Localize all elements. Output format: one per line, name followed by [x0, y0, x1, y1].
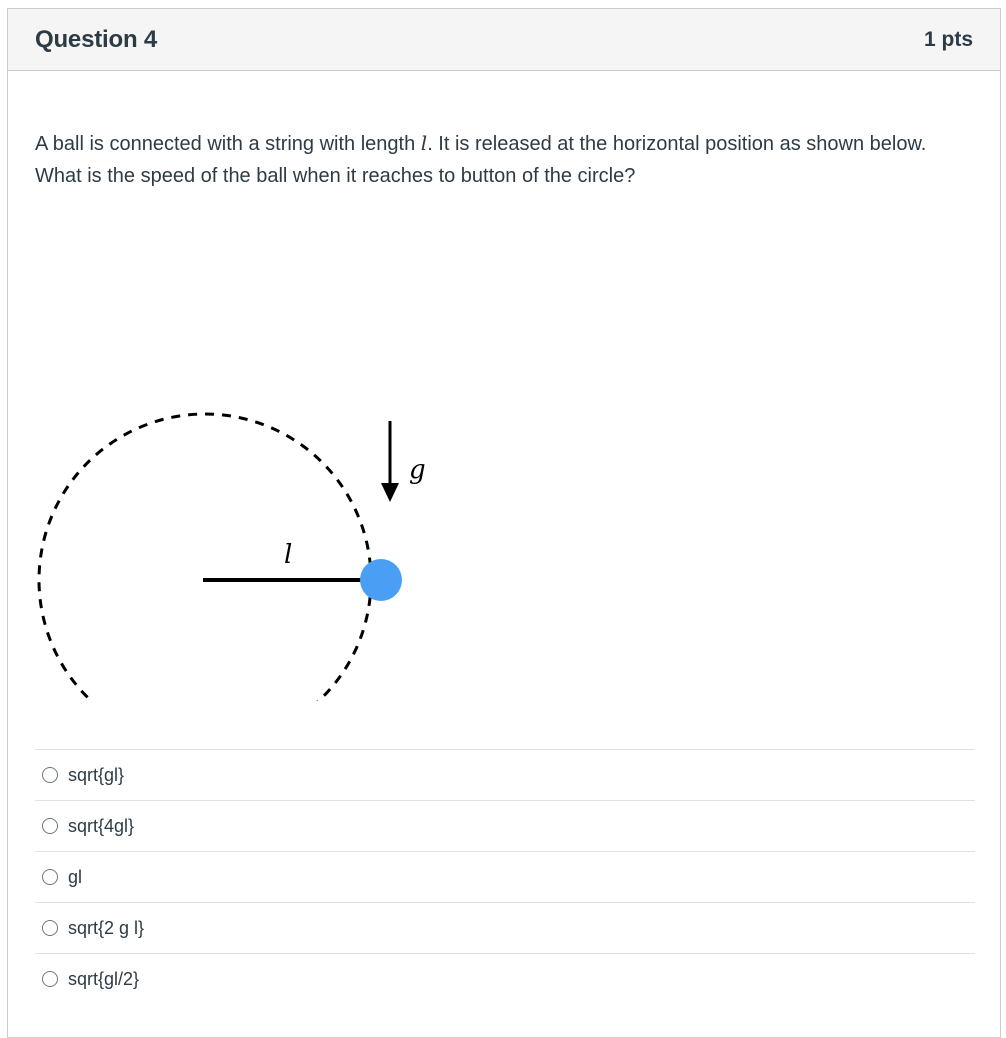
question-card: [7, 8, 1001, 1038]
gravity-arrow-head: [381, 483, 399, 502]
length-label: l: [284, 540, 293, 570]
pendulum-figure: [35, 341, 455, 706]
radio-button-1[interactable]: [42, 767, 58, 783]
answer-list: [35, 749, 975, 1004]
question-text-part1: A ball is connected with a string with length: [35, 133, 421, 155]
answer-option-5[interactable]: [35, 953, 975, 1004]
answer-label-1: sqrt{gl}: [68, 764, 125, 785]
answer-option-2[interactable]: [35, 800, 975, 851]
ball: [360, 559, 402, 601]
answer-label-3: gl: [68, 866, 83, 887]
question-text: [35, 127, 945, 192]
question-text-part2: . It is released at the horizontal position as shown below. What is the speed of the ball when it reaches to button of the circle?: [35, 133, 927, 187]
question-text-variable: l: [420, 131, 428, 155]
radio-button-5[interactable]: [42, 971, 58, 987]
radio-button-2[interactable]: [42, 818, 58, 834]
answer-label-5: sqrt{gl/2}: [68, 968, 140, 989]
question-points: 1 pts: [923, 27, 973, 51]
answer-option-1[interactable]: [35, 749, 975, 800]
circular-path: [39, 414, 371, 701]
radio-button-4[interactable]: [42, 920, 58, 936]
question-title: Question 4: [35, 25, 158, 53]
answer-label-4: sqrt{2 g l}: [68, 917, 145, 938]
radio-button-3[interactable]: [42, 869, 58, 885]
question-header: [8, 9, 1000, 71]
gravity-label: g: [409, 455, 426, 485]
pendulum-diagram: [35, 341, 455, 701]
answer-label-2: sqrt{4gl}: [68, 815, 135, 836]
answer-option-3[interactable]: [35, 851, 975, 902]
answer-option-4[interactable]: [35, 902, 975, 953]
